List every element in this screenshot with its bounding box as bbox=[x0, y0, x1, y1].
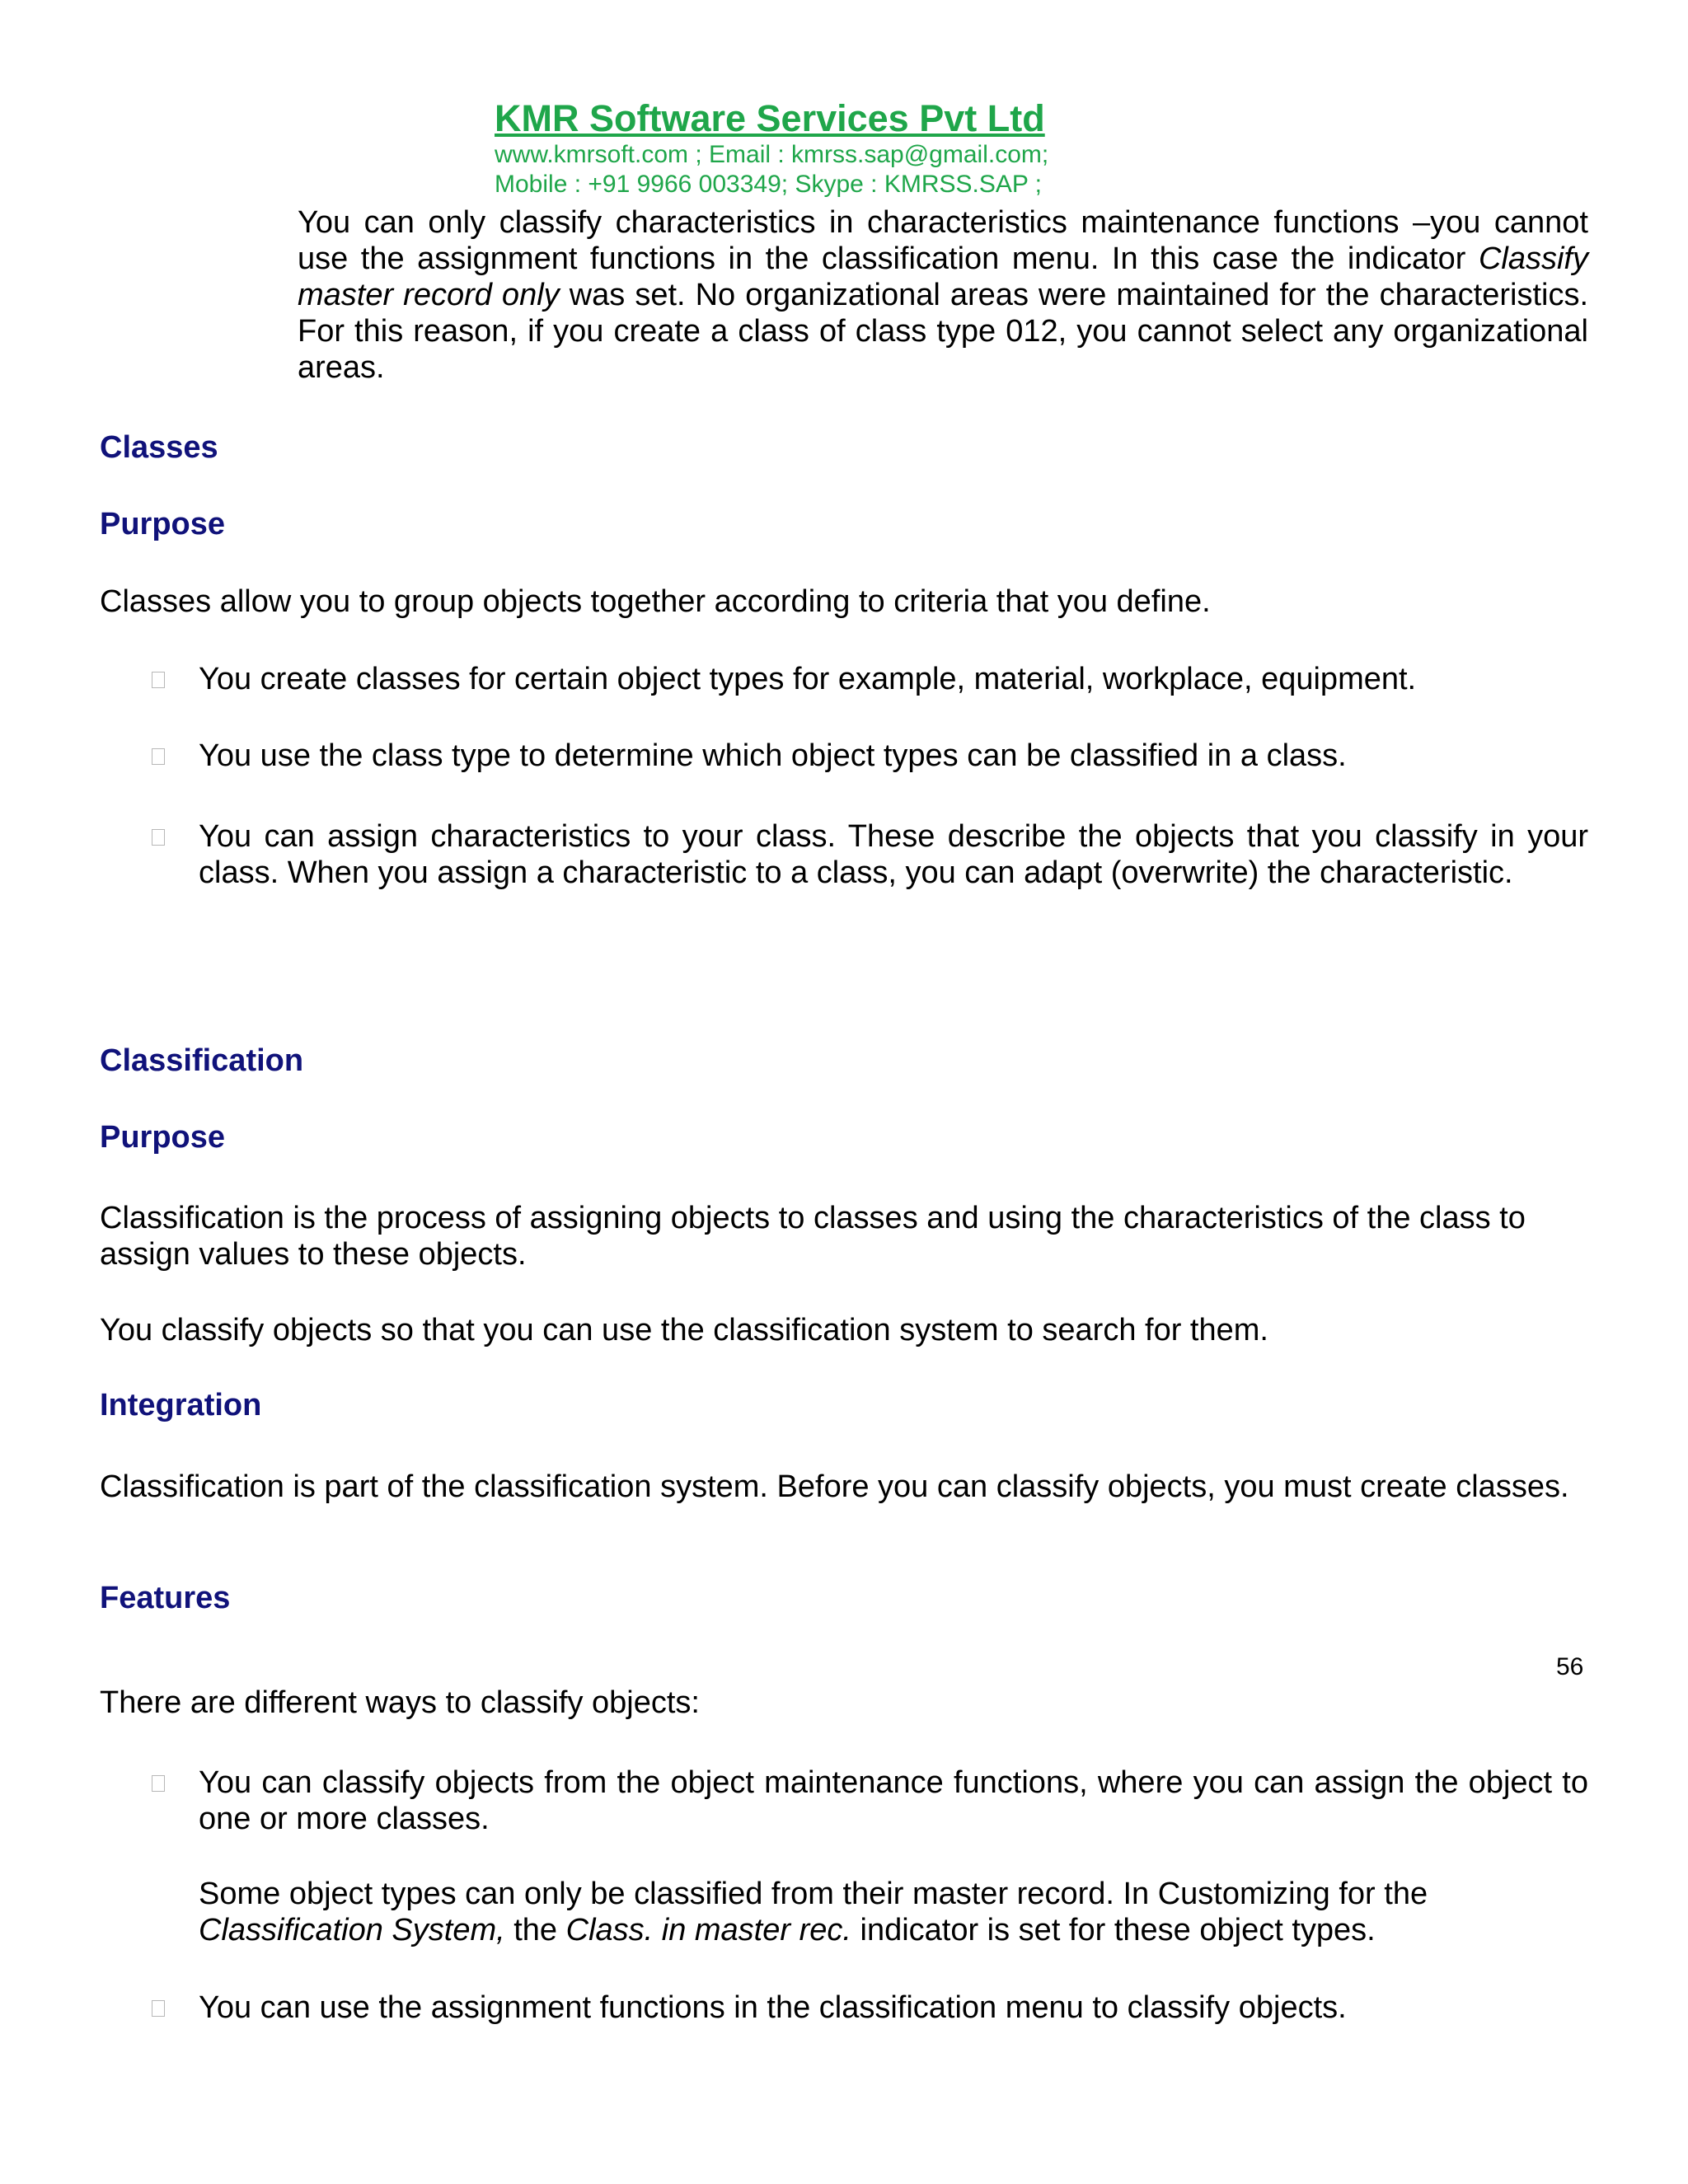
bullet-box-icon bbox=[152, 2000, 165, 2017]
classes-bullet-2: You use the class type to determine which object types can be classified in a class. bbox=[199, 738, 1347, 773]
classification-purpose-text-2: You classify objects so that you can use the classification system to search for them. bbox=[100, 1313, 1268, 1347]
note-part2: the bbox=[504, 1913, 566, 1947]
note-part3: indicator is set for these object types. bbox=[851, 1913, 1376, 1947]
note-italic-1: Classification System, bbox=[199, 1913, 505, 1947]
intro-paragraph bbox=[298, 204, 1588, 386]
page-number: 56 bbox=[1556, 1653, 1584, 1680]
company-name: KMR Software Services Pvt Ltd bbox=[495, 97, 1045, 139]
integration-text: Classification is part of the classification system. Before you can classify objects, you must create classes. bbox=[100, 1469, 1569, 1504]
features-bullet-1: You can classify objects from the object maintenance functions, where you can assign the object to one or more classes. bbox=[199, 1765, 1588, 1836]
classes-heading: Classes bbox=[100, 430, 218, 465]
features-bullet-2: You can use the assignment functions in the classification menu to classify objects. bbox=[199, 1990, 1347, 2025]
bullet-box-icon bbox=[152, 672, 165, 688]
classification-purpose-heading: Purpose bbox=[100, 1120, 226, 1155]
classes-bullet-3: You can assign characteristics to your class. These describe the objects that you classify in your class. When you assign a characteristic to a class, you can adapt (overwrite) the characteristic. bbox=[199, 819, 1588, 890]
bullet-box-icon bbox=[152, 829, 165, 846]
contact-phone-skype: Mobile : +91 9966 003349; Skype : KMRSS.SAP ; bbox=[495, 171, 1043, 198]
classes-purpose-heading: Purpose bbox=[100, 507, 226, 541]
intro-text-part2: was set. No organizational areas were maintained for the characteristics. For this reason, if you create a class of class type 012, you cannot select any organizational areas. bbox=[298, 278, 1589, 385]
classification-purpose-text-1: Classification is the process of assigning objects to classes and using the characteristics of the class to assign values to these objects. bbox=[100, 1201, 1526, 1272]
bullet-box-icon bbox=[152, 748, 165, 765]
integration-heading: Integration bbox=[100, 1388, 262, 1422]
contact-web-email: www.kmrsoft.com ; Email : kmrss.sap@gmail.com; bbox=[495, 141, 1049, 168]
intro-text-part1: You can only classify characteristics in characteristics maintenance functions –you cannot use the assignment functions in the classification menu. In this case the indicator bbox=[298, 205, 1588, 276]
classes-bullet-1: You create classes for certain object types for example, material, workplace, equipment. bbox=[199, 662, 1417, 696]
note-part1: Some object types can only be classified from their master record. In Customizing for the bbox=[199, 1877, 1428, 1911]
bullet-box-icon bbox=[152, 1775, 165, 1792]
document-header bbox=[495, 97, 1236, 199]
classes-purpose-text: Classes allow you to group objects together according to criteria that you define. bbox=[100, 584, 1211, 619]
note-italic-2: Class. in master rec. bbox=[565, 1913, 851, 1947]
features-note bbox=[199, 1876, 1588, 1948]
intro-italic-indicator: Classify master record only bbox=[298, 241, 1588, 312]
classification-heading: Classification bbox=[100, 1043, 304, 1078]
features-heading: Features bbox=[100, 1581, 231, 1615]
features-intro-text: There are different ways to classify objects: bbox=[100, 1685, 700, 1720]
